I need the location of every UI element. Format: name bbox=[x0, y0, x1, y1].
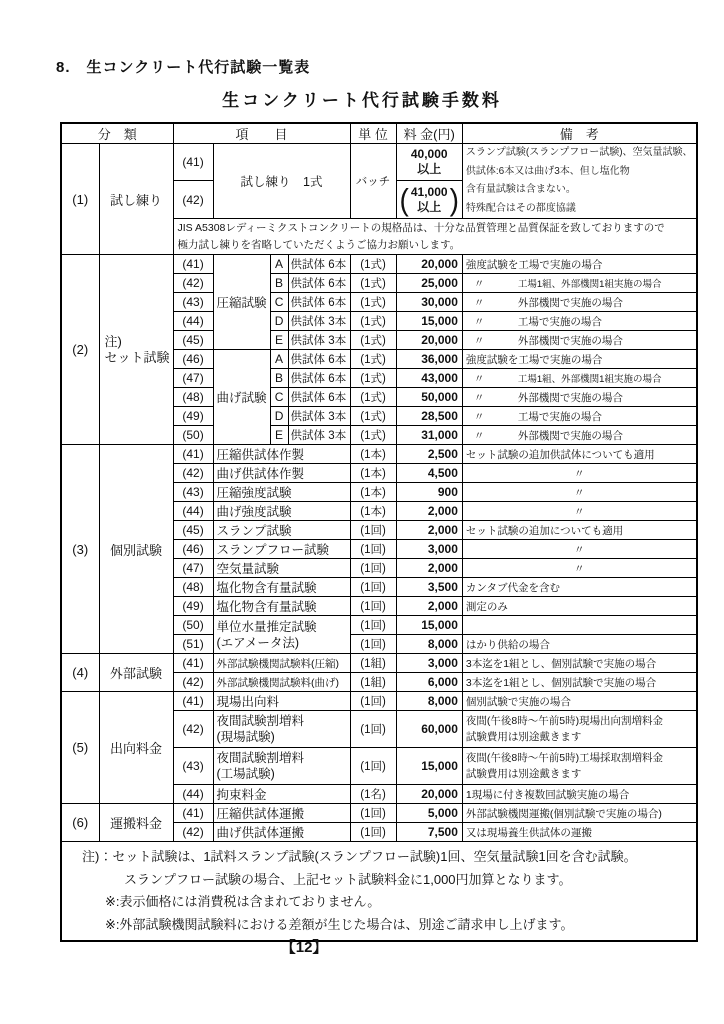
unit-cell: (1式) bbox=[350, 293, 396, 312]
item-cell: スランプフロー試験 bbox=[213, 540, 350, 559]
remarks-cell: 〃 工場1組、外部機関1組実施の場合 bbox=[462, 369, 696, 388]
item-cell: 圧縮供試体作製 bbox=[213, 445, 350, 464]
unit-cell: (1式) bbox=[350, 407, 396, 426]
spec-cell: 供試体 6本 bbox=[288, 388, 350, 407]
item-cell: スランプ試験 bbox=[213, 521, 350, 540]
fee-cell: 20,000 bbox=[396, 255, 462, 274]
fee-suffix: 以上 bbox=[417, 162, 442, 176]
unit-cell: バッチ bbox=[350, 144, 396, 219]
category-cell: 個別試験 bbox=[99, 445, 173, 654]
remarks-cell: 〃 工場で実施の場合 bbox=[462, 407, 696, 426]
spec-cell: 供試体 6本 bbox=[288, 350, 350, 369]
unit-cell: (1回) bbox=[350, 804, 396, 823]
fee-bracketed bbox=[399, 181, 459, 216]
item-number-cell: (41) bbox=[173, 144, 213, 181]
ditto-mark: 〃 bbox=[473, 410, 485, 423]
unit-cell: (1式) bbox=[350, 255, 396, 274]
category-cell: 運搬料金 bbox=[99, 804, 173, 842]
unit-cell: (1回) bbox=[350, 635, 396, 654]
table-row bbox=[61, 654, 697, 673]
item-number-cell: (48) bbox=[173, 578, 213, 597]
ditto-mark: 〃 bbox=[473, 429, 485, 442]
item-number-cell: (45) bbox=[173, 521, 213, 540]
note-line: ※:表示価格には消費税は含まれておりません。 bbox=[105, 894, 381, 909]
fee-cell: 2,000 bbox=[396, 502, 462, 521]
remarks-cell: 外部試験機関運搬(個別試験で実施の場合) bbox=[462, 804, 696, 823]
letter-cell: B bbox=[270, 274, 288, 293]
item-number-cell: (41) bbox=[173, 445, 213, 464]
item-number-cell: (51) bbox=[173, 635, 213, 654]
remarks-cell: 〃 外部機関で実施の場合 bbox=[462, 331, 696, 350]
item-cell: 圧縮強度試験 bbox=[213, 483, 350, 502]
item-cell: 圧縮供試体運搬 bbox=[213, 804, 350, 823]
category-cell: 外部試験 bbox=[99, 654, 173, 692]
remarks-cell bbox=[462, 144, 696, 219]
item-number-cell: (47) bbox=[173, 559, 213, 578]
table-row bbox=[61, 255, 697, 274]
unit-cell: (1式) bbox=[350, 369, 396, 388]
item-number-cell: (50) bbox=[173, 426, 213, 445]
remarks-cell: 〃 bbox=[462, 464, 696, 483]
test-name-cell: 曲げ試験 bbox=[213, 350, 270, 445]
unit-cell: (1本) bbox=[350, 502, 396, 521]
item-number-cell: (49) bbox=[173, 407, 213, 426]
ditto-mark: 〃 bbox=[473, 296, 485, 309]
item-number-cell: (41) bbox=[173, 654, 213, 673]
fee-cell: 36,000 bbox=[396, 350, 462, 369]
table-row bbox=[61, 144, 697, 181]
table-row bbox=[61, 804, 697, 823]
fees-table bbox=[60, 122, 698, 942]
fee-cell: 8,000 bbox=[396, 692, 462, 711]
fee-cell: 20,000 bbox=[396, 331, 462, 350]
remarks-cell: 〃 bbox=[462, 540, 696, 559]
unit-cell: (1式) bbox=[350, 312, 396, 331]
remarks-cell: 〃 外部機関で実施の場合 bbox=[462, 426, 696, 445]
item-cell: 夜間試験割増料 (現場試験) bbox=[213, 711, 350, 748]
fee-cell: 8,000 bbox=[396, 635, 462, 654]
fee-cell: 3,000 bbox=[396, 540, 462, 559]
unit-cell: (1本) bbox=[350, 445, 396, 464]
fee-cell: 20,000 bbox=[396, 785, 462, 804]
category-name: セット試験 bbox=[104, 349, 170, 365]
item-cell: 空気量試験 bbox=[213, 559, 350, 578]
fee-cell: 30,000 bbox=[396, 293, 462, 312]
remarks-cell: 夜間(午後8時〜午前5時)現場出向割増料金 試験費用は別途戴きます bbox=[462, 711, 696, 748]
remarks-cell bbox=[462, 616, 696, 635]
letter-cell: C bbox=[270, 388, 288, 407]
remarks-cell: セット試験の追加供試体についても適用 bbox=[462, 445, 696, 464]
item-number-cell: (46) bbox=[173, 540, 213, 559]
item-number-cell: (42) bbox=[173, 274, 213, 293]
item-cell: 曲げ強度試験 bbox=[213, 502, 350, 521]
letter-cell: D bbox=[270, 407, 288, 426]
spec-cell: 供試体 3本 bbox=[288, 331, 350, 350]
fee-cell: 28,500 bbox=[396, 407, 462, 426]
unit-cell: (1回) bbox=[350, 559, 396, 578]
remarks-cell: 測定のみ bbox=[462, 597, 696, 616]
item-number-cell: (41) bbox=[173, 255, 213, 274]
fee-amount: 41,000 bbox=[410, 184, 448, 199]
note-line: スランプフロー試験の場合、上記セット試験料金に1,000円加算となります。 bbox=[124, 871, 572, 887]
section-number-cell: (6) bbox=[61, 804, 99, 842]
item-number-cell: (46) bbox=[173, 350, 213, 369]
letter-cell: D bbox=[270, 312, 288, 331]
section-number-cell: (5) bbox=[61, 692, 99, 804]
table-header-row bbox=[61, 123, 697, 144]
remarks-cell: セット試験の追加についても適用 bbox=[462, 521, 696, 540]
section-number-cell: (1) bbox=[61, 144, 99, 255]
spec-cell: 供試体 6本 bbox=[288, 255, 350, 274]
spec-cell: 供試体 6本 bbox=[288, 369, 350, 388]
fee-cell bbox=[396, 181, 462, 219]
fee-stack bbox=[400, 147, 459, 177]
fee-cell: 25,000 bbox=[396, 274, 462, 293]
item-number-cell: (50) bbox=[173, 616, 213, 635]
item-cell: 外部試験機関試験料(曲げ) bbox=[213, 673, 350, 692]
remarks-cell: はかり供給の場合 bbox=[462, 635, 696, 654]
fee-cell: 4,500 bbox=[396, 464, 462, 483]
header-remarks: 備 考 bbox=[462, 123, 696, 144]
item-number-cell: (42) bbox=[173, 711, 213, 748]
fee-cell: 900 bbox=[396, 483, 462, 502]
item-cell: 現場出向料 bbox=[213, 692, 350, 711]
table-row bbox=[61, 445, 697, 464]
item-number-cell: (47) bbox=[173, 369, 213, 388]
unit-cell: (1回) bbox=[350, 823, 396, 842]
category-note: 注) bbox=[104, 333, 122, 349]
fee-cell: 43,000 bbox=[396, 369, 462, 388]
unit-cell: (1回) bbox=[350, 578, 396, 597]
letter-cell: A bbox=[270, 255, 288, 274]
section-number-cell: (4) bbox=[61, 654, 99, 692]
fee-cell: 3,500 bbox=[396, 578, 462, 597]
item-number-cell: (42) bbox=[173, 464, 213, 483]
item-number-cell: (44) bbox=[173, 785, 213, 804]
fee-cell: 60,000 bbox=[396, 711, 462, 748]
remarks-cell: 強度試験を工場で実施の場合 bbox=[462, 255, 696, 274]
fee-amount: 40,000 bbox=[410, 147, 448, 161]
header-category: 分 類 bbox=[61, 123, 173, 144]
letter-cell: E bbox=[270, 331, 288, 350]
unit-cell: (1名) bbox=[350, 785, 396, 804]
note-line: ※:外部試験機関試験料における差額が生じた場合は、別途ご請求申し上げます。 bbox=[105, 916, 574, 932]
unit-cell: (1式) bbox=[350, 388, 396, 407]
item-number-cell: (42) bbox=[173, 823, 213, 842]
unit-cell: (1組) bbox=[350, 673, 396, 692]
remarks-cell: 強度試験を工場で実施の場合 bbox=[462, 350, 696, 369]
item-number-cell: (45) bbox=[173, 331, 213, 350]
remarks-cell: 夜間(午後8時〜午前5時)工場採取割増料金 試験費用は別途戴きます bbox=[462, 748, 696, 785]
category-cell: 出向料金 bbox=[99, 692, 173, 804]
ditto-mark: 〃 bbox=[473, 315, 485, 328]
unit-cell: (1組) bbox=[350, 654, 396, 673]
unit-cell: (1回) bbox=[350, 616, 396, 635]
page-title: 8. 生コンクリート代行試験一覧表 bbox=[56, 59, 311, 76]
close-paren: ) bbox=[449, 181, 459, 216]
remarks-cell: 〃 工場で実施の場合 bbox=[462, 312, 696, 331]
unit-cell: (1回) bbox=[350, 692, 396, 711]
spec-cell: 供試体 3本 bbox=[288, 426, 350, 445]
remarks-cell: 〃 外部機関で実施の場合 bbox=[462, 388, 696, 407]
fee-cell: 50,000 bbox=[396, 388, 462, 407]
remarks-cell: 〃 bbox=[462, 502, 696, 521]
fee-cell: 31,000 bbox=[396, 426, 462, 445]
remarks-lines: スランプ試験(スランプフロー試験)、空気量試験、 供試体:6本又は曲げ3本、但し塩化物 含有量試験は含まない。 特殊配合はその都度協議 bbox=[465, 147, 693, 214]
unit-cell: (1本) bbox=[350, 483, 396, 502]
unit-cell: (1回) bbox=[350, 540, 396, 559]
test-name-cell: 圧縮試験 bbox=[213, 255, 270, 350]
letter-cell: E bbox=[270, 426, 288, 445]
item-cell: 外部試験機関試験料(圧縮) bbox=[213, 654, 350, 673]
remarks-cell: 3本迄を1組とし、個別試験で実施の場合 bbox=[462, 673, 696, 692]
page-subtitle: 生コンクリート代行試験手数料 bbox=[222, 91, 502, 110]
unit-cell: (1式) bbox=[350, 426, 396, 445]
header-item: 項 目 bbox=[173, 123, 350, 144]
item-number-cell: (44) bbox=[173, 502, 213, 521]
letter-cell: B bbox=[270, 369, 288, 388]
header-unit: 単 位 bbox=[350, 123, 396, 144]
note-line: 注)：セット試験は、1試料スランプ試験(スランプフロー試験)1回、空気量試験1回を含む試験。 bbox=[82, 849, 637, 864]
table-row bbox=[61, 692, 697, 711]
item-cell: 試し練り 1式 bbox=[213, 144, 350, 219]
unit-cell: (1回) bbox=[350, 597, 396, 616]
unit-cell: (1式) bbox=[350, 331, 396, 350]
item-number-cell: (43) bbox=[173, 748, 213, 785]
remarks-cell: カンタブ代金を含む bbox=[462, 578, 696, 597]
remarks-cell: 個別試験で実施の場合 bbox=[462, 692, 696, 711]
fee-cell: 2,000 bbox=[396, 521, 462, 540]
fee-cell: 2,000 bbox=[396, 597, 462, 616]
item-number-cell: (41) bbox=[173, 692, 213, 711]
item-cell: 曲げ供試体運搬 bbox=[213, 823, 350, 842]
item-number-cell: (43) bbox=[173, 483, 213, 502]
section-number-cell: (2) bbox=[61, 255, 99, 445]
ditto-mark: 〃 bbox=[473, 372, 485, 385]
page-number: 【12】 bbox=[280, 939, 328, 956]
fee-cell: 2,000 bbox=[396, 559, 462, 578]
fee-cell: 7,500 bbox=[396, 823, 462, 842]
item-number-cell: (42) bbox=[173, 673, 213, 692]
item-number-cell: (49) bbox=[173, 597, 213, 616]
fee-cell: 15,000 bbox=[396, 616, 462, 635]
unit-cell: (1式) bbox=[350, 274, 396, 293]
spec-cell: 供試体 3本 bbox=[288, 407, 350, 426]
fee-cell bbox=[396, 144, 462, 181]
fee-stack bbox=[411, 185, 448, 215]
ditto-mark: 〃 bbox=[473, 391, 485, 404]
item-cell: 夜間試験割増料 (工場試験) bbox=[213, 748, 350, 785]
unit-cell: (1式) bbox=[350, 350, 396, 369]
remarks-cell: 〃 工場1組、外部機関1組実施の場合 bbox=[462, 274, 696, 293]
fee-cell: 15,000 bbox=[396, 312, 462, 331]
header-fee: 料 金(円) bbox=[396, 123, 462, 144]
unit-cell: (1回) bbox=[350, 521, 396, 540]
item-cell: 単位水量推定試験 (エアメータ法) bbox=[213, 616, 350, 654]
ditto-mark: 〃 bbox=[473, 277, 485, 290]
item-cell: 塩化物含有量試験 bbox=[213, 597, 350, 616]
remarks-cell: 1現場に付き複数回試験実施の場合 bbox=[462, 785, 696, 804]
jis-note-cell: JIS A5308レディーミクストコンクリートの規格品は、十分な品質管理と品質保証を致しておりますので 極力試し練りを省略していただくようご協力お願いします。 bbox=[173, 219, 697, 255]
spec-cell: 供試体 3本 bbox=[288, 312, 350, 331]
remarks-cell: 〃 外部機関で実施の場合 bbox=[462, 293, 696, 312]
fee-suffix: 以上 bbox=[417, 199, 442, 214]
table-row bbox=[61, 842, 697, 942]
unit-cell: (1本) bbox=[350, 464, 396, 483]
fee-cell: 3,000 bbox=[396, 654, 462, 673]
item-number-cell: (42) bbox=[173, 181, 213, 219]
ditto-mark: 〃 bbox=[473, 334, 485, 347]
remarks-cell: 〃 bbox=[462, 483, 696, 502]
section-number-cell: (3) bbox=[61, 445, 99, 654]
letter-cell: A bbox=[270, 350, 288, 369]
open-paren: ( bbox=[399, 181, 409, 216]
unit-cell: (1回) bbox=[350, 711, 396, 748]
fee-cell: 5,000 bbox=[396, 804, 462, 823]
remarks-cell: 〃 bbox=[462, 559, 696, 578]
item-number-cell: (43) bbox=[173, 293, 213, 312]
category-cell: 試し練り bbox=[99, 144, 173, 255]
item-cell: 拘束料金 bbox=[213, 785, 350, 804]
notes-cell bbox=[61, 842, 697, 942]
remarks-cell: 又は現場養生供試体の運搬 bbox=[462, 823, 696, 842]
spec-cell: 供試体 6本 bbox=[288, 293, 350, 312]
unit-cell: (1回) bbox=[350, 748, 396, 785]
fee-cell: 2,500 bbox=[396, 445, 462, 464]
item-number-cell: (41) bbox=[173, 804, 213, 823]
item-number-cell: (44) bbox=[173, 312, 213, 331]
fee-cell: 15,000 bbox=[396, 748, 462, 785]
spec-cell: 供試体 6本 bbox=[288, 274, 350, 293]
item-cell: 塩化物含有量試験 bbox=[213, 578, 350, 597]
fee-cell: 6,000 bbox=[396, 673, 462, 692]
item-cell: 曲げ供試体作製 bbox=[213, 464, 350, 483]
remarks-cell: 3本迄を1組とし、個別試験で実施の場合 bbox=[462, 654, 696, 673]
item-number-cell: (48) bbox=[173, 388, 213, 407]
letter-cell: C bbox=[270, 293, 288, 312]
fees-table-wrapper bbox=[60, 122, 698, 942]
category-cell bbox=[99, 255, 173, 445]
